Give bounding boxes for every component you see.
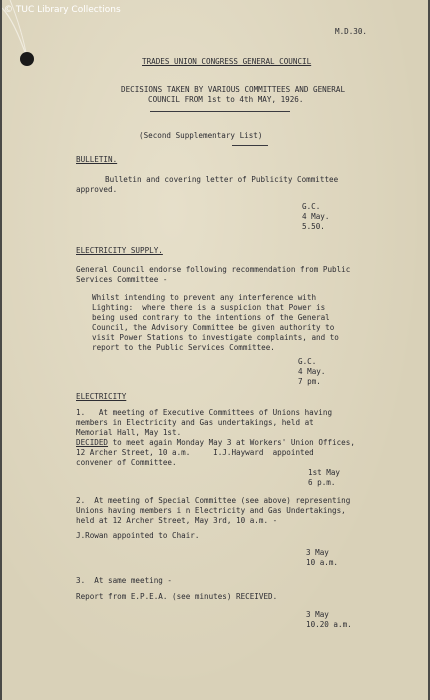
bulletin-heading: BULLETIN. [76, 155, 118, 164]
subtitle-rule [232, 145, 268, 146]
supply-heading: ELECTRICITY SUPPLY. [76, 246, 163, 255]
item1-line-3: Memorial Hall, May 1st. [76, 428, 182, 437]
item1-time: 6 p.m. [308, 478, 336, 487]
item1-line-6: convener of Committee. [76, 458, 177, 467]
item1-line-4-rest: to meet again Monday May 3 at Workers' Union Offices, [108, 438, 355, 447]
supply-line-1: General Council endorse following recommendation from Public [76, 265, 351, 274]
item1-line-5: 12 Archer Street, 10 a.m. I.J.Hayward appointed [76, 448, 314, 457]
item3-time: 10.20 a.m. [306, 620, 352, 629]
item2-line-3: held at 12 Archer Street, May 3rd, 10 a.m. - [76, 516, 278, 525]
item2-line-4: J.Rowan appointed to Chair. [76, 531, 200, 540]
title-line-2: COUNCIL FROM 1st to 4th MAY, 1926. [148, 95, 304, 104]
supply-quote-3: being used contrary to the intentions of the General [92, 313, 330, 322]
item2-line-2: Unions having members i n Electricity and Gas Undertakings, [76, 506, 346, 515]
item2-time: 10 a.m. [306, 558, 339, 567]
electricity-heading: ELECTRICITY [76, 392, 127, 401]
bulletin-line-2: approved. [76, 185, 118, 194]
supply-quote-2: Lighting: where there is a suspicion that Power is [92, 303, 326, 312]
item2-date: 3 May [306, 548, 329, 557]
supply-quote-1: Whilst intending to prevent any interference with [92, 293, 317, 302]
supply-quote-5: visit Power Stations to investigate complaints, and to [92, 333, 339, 342]
punch-hole [20, 52, 34, 66]
item1-line-4 [76, 438, 355, 447]
bulletin-line-1: Bulletin and covering letter of Publicity Committee [105, 175, 339, 184]
item3-line-1: 3. At same meeting - [76, 576, 173, 585]
bulletin-stamp-body: G.C. [302, 202, 321, 211]
item1-line-1: 1. At meeting of Executive Committees of Unions having [76, 408, 333, 417]
watermark-text: © TUC Library Collections [4, 5, 121, 15]
item3-date: 3 May [306, 610, 329, 619]
supply-stamp-body: G.C. [298, 357, 317, 366]
item1-line-2: members in Electricity and Gas undertakings, held at [76, 418, 314, 427]
title-line-1: DECISIONS TAKEN BY VARIOUS COMMITTEES AND GENERAL [121, 85, 346, 94]
supply-stamp-time: 7 pm. [298, 377, 321, 386]
title-rule [150, 111, 290, 112]
supply-quote-6: report to the Public Services Committee. [92, 343, 275, 352]
bulletin-stamp-date: 4 May. [302, 212, 330, 221]
supply-line-2: Services Committee - [76, 275, 168, 284]
bulletin-stamp-time: 5.50. [302, 222, 325, 231]
document-page [2, 0, 428, 700]
decided-keyword: DECIDED [76, 438, 109, 447]
item3-line-2: Report from E.P.E.A. (see minutes) RECEIVED. [76, 592, 278, 601]
item2-line-1: 2. At meeting of Special Committee (see above) representing [76, 496, 351, 505]
reference-code: M.D.30. [335, 27, 368, 36]
supply-quote-4: Council, the Advisory Committee be given authority to [92, 323, 335, 332]
header-title: TRADES UNION CONGRESS GENERAL COUNCIL [142, 57, 312, 66]
subtitle: (Second Supplementary List) [139, 131, 263, 140]
supply-stamp-date: 4 May. [298, 367, 326, 376]
item1-date: 1st May [308, 468, 341, 477]
